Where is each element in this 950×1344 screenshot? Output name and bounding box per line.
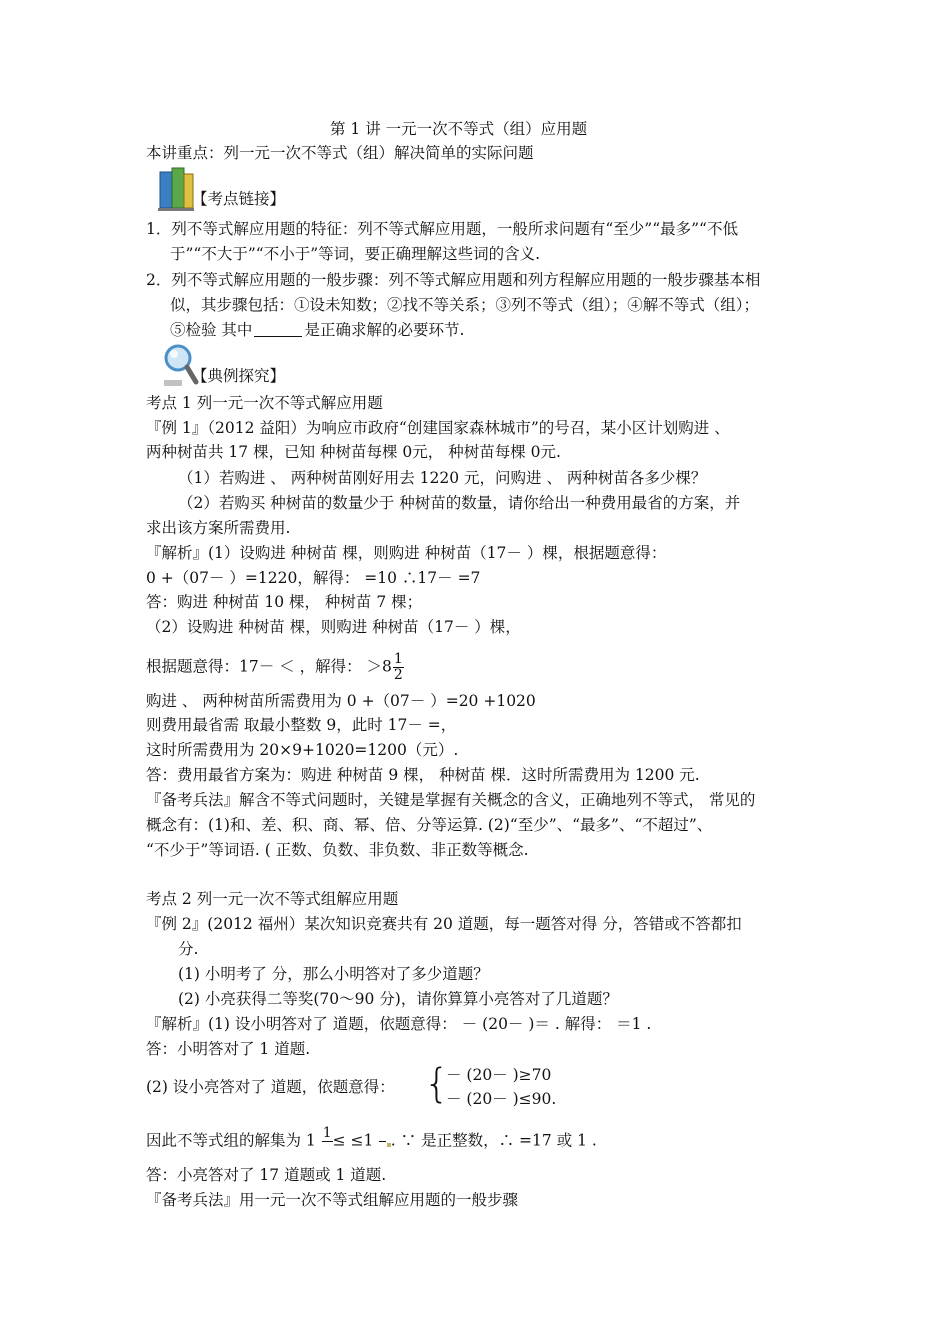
example-2-line-2: 分. bbox=[178, 940, 199, 958]
book-stack-icon bbox=[156, 164, 196, 212]
inequality-system bbox=[424, 1062, 624, 1110]
solution-2-line-1: 『解析』(1) 设小明答对了 道题，依题意得： － (20－ )＝ . 解得： ＝1 . bbox=[146, 1015, 652, 1033]
solution-1-line-7: 则费用最省需 取最小整数 9，此时 17－ =， bbox=[146, 716, 457, 734]
example-1-line-2: 两种树苗共 17 棵，已知 种树苗每棵 0元， 种树苗每棵 0元. bbox=[146, 443, 561, 461]
fill-in-blank bbox=[254, 320, 302, 337]
example-2-line-1: 『例 2』(2012 福州）某次知识竞赛共有 20 道题，每一题答对得 分，答错或不答都扣 bbox=[146, 915, 742, 933]
exam-tip-2: 『备考兵法』用一元一次不等式组解应用题的一般步骤 bbox=[146, 1191, 519, 1209]
topic-1-heading: 考点 1 列一元一次不等式解应用题 bbox=[146, 394, 383, 412]
solution-2-line-5: 答：小亮答对了 17 道题或 1 道题. bbox=[146, 1166, 387, 1184]
solution-2-line-2: 答：小明答对了 1 道题. bbox=[146, 1040, 311, 1058]
example-2-question-2: (2) 小亮获得二等奖(70～90 分)，请你算算小亮答对了几道题？ bbox=[178, 990, 618, 1008]
example-1-line-1: 『例 1』（2012 益阳）为响应市政府“创建国家森林城市”的号召，某小区计划购进 、 bbox=[146, 419, 730, 437]
example-1-question-2-cont: 求出该方案所需费用. bbox=[146, 519, 291, 537]
exam-tip-1-line-3: “不少于”等词语. ( 正数、负数、非负数、非正数等概念. bbox=[146, 841, 529, 859]
system-inequality-1: － (20－ )≥70 bbox=[446, 1066, 552, 1084]
solution-1-line-3: 答：购进 种树苗 10 棵， 种树苗 7 棵； bbox=[146, 593, 423, 611]
section-heading-examples: 【典例探究】 bbox=[192, 367, 286, 385]
system-inequality-2: － (20－ )≤90. bbox=[446, 1090, 557, 1108]
page-title: 第 1 讲 一元一次不等式（组）应用题 bbox=[330, 120, 588, 138]
example-2-question-1: (1) 小明考了 分，那么小明答对了多少道题？ bbox=[178, 965, 489, 983]
example-1-question-1: （1）若购进 、 两种树苗刚好用去 1220 元，问购进 、 两种树苗各多少棵？ bbox=[178, 469, 707, 487]
section-heading-links: 【考点链接】 bbox=[192, 190, 286, 208]
solution-1-line-4: （2）设购进 种树苗 棵，则购进 种树苗（17－ ）棵， bbox=[146, 618, 521, 636]
solution-1-line-1: 『解析』(1）设购进 种树苗 棵，则购进 种树苗（17－ ）棵，根据题意得： bbox=[146, 544, 667, 562]
lecture-focus: 本讲重点：列一元一次不等式（组）解决简单的实际问题 bbox=[146, 144, 534, 162]
point-2-line-2: 似，其步骤包括：①设未知数；②找不等关系；③列不等式（组）；④解不等式（组）； bbox=[170, 296, 760, 314]
solution-1-line-2: 0 +（07－ ）=1220，解得： =10 ∴17－ =7 bbox=[146, 569, 481, 587]
exam-tip-1-line-2: 概念有：(1)和、差、积、商、幂、倍、分等运算. (2)“至少”、“最多”、“不超过”、 bbox=[146, 816, 713, 834]
solution-2-line-4: 因此不等式组的解集为 1 1 ≤ ≤1 . ∵ 是正整数，∴ =17 或 1 . bbox=[146, 1126, 597, 1157]
point-1-line-1: 1．列不等式解应用题的特征：列不等式解应用题，一般所求问题有“至少”“最多”“不低 bbox=[146, 220, 738, 238]
solution-1-line-6: 购进 、 两种树苗所需费用为 0 +（07－ ）=20 +1020 bbox=[146, 692, 536, 710]
brace-symbol: { bbox=[424, 1061, 450, 1107]
fraction-one-half: $\frac{1}{2}$ bbox=[393, 651, 403, 683]
solution-2-line-3: (2) 设小亮答对了 道题，依题意得： bbox=[146, 1078, 395, 1096]
topic-2-heading: 考点 2 列一元一次不等式组解应用题 bbox=[146, 890, 399, 908]
point-2-line-1: 2．列不等式解应用题的一般步骤：列不等式解应用题和列方程解应用题的一般步骤基本相 bbox=[146, 271, 761, 289]
fraction-mixed-2 bbox=[379, 1126, 385, 1157]
exam-tip-1-line-1: 『备考兵法』解含不等式问题时，关键是掌握有关概念的含义，正确地列不等式， 常见的 bbox=[146, 791, 756, 809]
solution-1-line-8: 这时所需费用为 20×9+1020=1200（元）. bbox=[146, 741, 459, 759]
point-2-line-3: ⑤检验 其中 是正确求解的必要环节. bbox=[170, 321, 465, 339]
fraction-mixed: 1 bbox=[322, 1125, 332, 1141]
example-1-question-2: （2）若购买 种树苗的数量少于 种树苗的数量，请你给出一种费用最省的方案，并 bbox=[178, 494, 741, 512]
point-1-line-2: 于”“不大于”“不小于”等词，要正确理解这些词的含义. bbox=[170, 245, 541, 263]
solution-1-line-9: 答：费用最省方案为：购进 种树苗 9 棵， 种树苗 棵．这时所需费用为 1200 元. bbox=[146, 766, 700, 784]
solution-1-line-5: 根据题意得：17－ ＜ ，解得： ＞8 $\frac{1}{2}$ bbox=[146, 651, 403, 683]
